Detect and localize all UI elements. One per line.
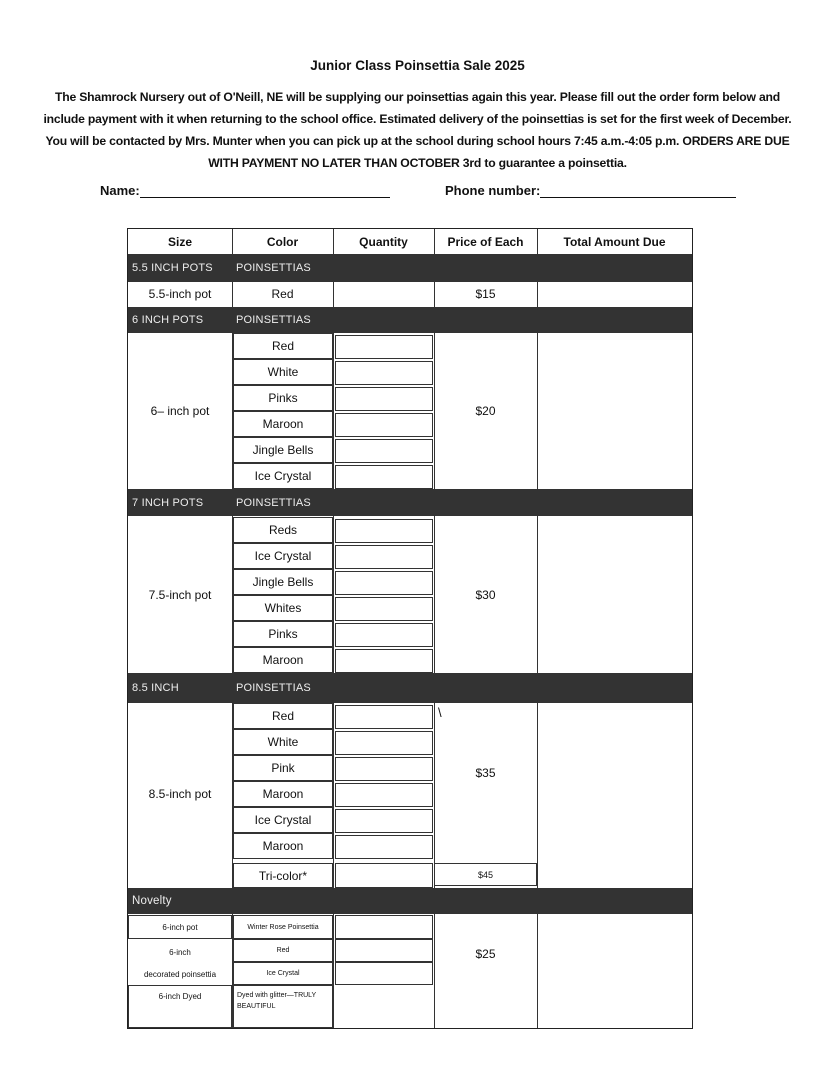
size-cell: 6-inch (169, 947, 191, 957)
quantity-input[interactable] (335, 545, 433, 569)
color-cell: Ice Crystal (233, 807, 333, 833)
section-band-novelty (128, 888, 692, 914)
quantity-input[interactable] (335, 597, 433, 621)
total-input[interactable] (537, 703, 692, 886)
quantity-input[interactable] (335, 519, 433, 543)
quantity-input[interactable] (335, 835, 433, 859)
price-cell: $25 (475, 947, 496, 961)
color-cell: Reds (233, 517, 333, 543)
quantity-input[interactable] (335, 939, 433, 962)
special-price-cell: $45 (434, 863, 537, 886)
total-input[interactable] (537, 333, 692, 489)
form-title: Junior Class Poinsettia Sale 2025 (310, 58, 525, 73)
band-size-label: 5.5 INCH POTS (132, 261, 213, 274)
quantity-input[interactable] (335, 705, 433, 729)
quantity-input[interactable] (335, 915, 433, 939)
color-cell: White (233, 729, 333, 755)
order-table (127, 228, 693, 1029)
grid-line (333, 229, 334, 1028)
header-color: Color (266, 234, 299, 249)
header-total: Total Amount Due (563, 234, 666, 249)
quantity-input[interactable] (335, 783, 433, 807)
band-size-label: 6 INCH POTS (132, 314, 204, 326)
quantity-input[interactable] (335, 757, 433, 781)
section-band-7 (128, 489, 692, 516)
color-cell: Red (233, 939, 333, 962)
header-quantity: Quantity (359, 234, 408, 249)
color-cell: Jingle Bells (233, 437, 333, 463)
size-cell: 6– inch pot (150, 404, 210, 418)
quantity-input[interactable] (335, 387, 433, 411)
quantity-input[interactable] (333, 985, 434, 1028)
quantity-input[interactable] (335, 335, 433, 359)
band-color-label: POINSETTIAS (236, 314, 311, 326)
color-cell: Pinks (233, 621, 333, 647)
quantity-input[interactable] (335, 571, 433, 595)
color-cell: Red (233, 333, 333, 359)
band-size-label: 7 INCH POTS (132, 496, 204, 509)
grid-line (537, 229, 538, 1028)
color-cell: Maroon (233, 411, 333, 437)
color-cell: Dyed with glitter—TRULY BEAUTIFUL (233, 985, 333, 1028)
quantity-input[interactable] (335, 731, 433, 755)
section-band-6 (128, 307, 692, 333)
total-input[interactable] (537, 516, 692, 673)
phone-line[interactable] (540, 185, 736, 198)
color-cell: Red (271, 287, 294, 301)
quantity-input[interactable] (335, 809, 433, 833)
size-cell: 6-inch Dyed (128, 985, 232, 1028)
color-cell: Pink (233, 755, 333, 781)
section-band-5-5 (128, 254, 692, 281)
size-cell: decorated poinsettia (143, 969, 217, 979)
color-cell: White (233, 359, 333, 385)
name-label: Name: (100, 183, 140, 198)
handwritten-mark: \ (438, 705, 442, 720)
quantity-input[interactable] (335, 863, 433, 888)
phone-label: Phone number: (445, 183, 541, 198)
quantity-input[interactable] (335, 465, 433, 489)
size-cell: 5.5-inch pot (148, 287, 212, 301)
size-cell: 6-inch pot (128, 915, 232, 939)
grid-line (128, 281, 692, 282)
color-cell: Ice Crystal (233, 962, 333, 985)
color-cell: Winter Rose Poinsettia (233, 915, 333, 939)
color-cell: Tri-color* (233, 863, 333, 888)
color-cell: Maroon (233, 647, 333, 673)
band-size-label: 8.5 INCH (132, 682, 179, 694)
grid-line (128, 254, 692, 255)
color-cell: Maroon (233, 833, 333, 859)
color-cell: Jingle Bells (233, 569, 333, 595)
size-cell: 7.5-inch pot (148, 587, 212, 602)
band-color-label: POINSETTIAS (236, 682, 311, 694)
price-cell: $15 (475, 287, 496, 301)
header-size: Size (167, 234, 192, 249)
color-cell: Ice Crystal (233, 543, 333, 569)
band-size-label: Novelty (132, 895, 172, 907)
grid-line (232, 229, 233, 1028)
color-cell: Ice Crystal (233, 463, 333, 489)
quantity-input[interactable] (335, 413, 433, 437)
total-input[interactable] (537, 281, 692, 307)
color-cell: Maroon (233, 781, 333, 807)
quantity-input[interactable] (335, 962, 433, 985)
quantity-input[interactable] (333, 281, 434, 307)
size-cell: 8.5-inch pot (148, 787, 212, 801)
price-cell: $35 (475, 766, 496, 780)
name-line[interactable] (140, 185, 390, 198)
phone-field[interactable] (445, 183, 736, 198)
price-cell: $20 (475, 404, 496, 418)
quantity-input[interactable] (335, 649, 433, 673)
header-price: Price of Each (447, 234, 524, 249)
band-color-label: POINSETTIAS (236, 261, 311, 274)
color-cell: Whites (233, 595, 333, 621)
name-field[interactable] (100, 183, 390, 198)
quantity-input[interactable] (335, 361, 433, 385)
grid-line (434, 229, 435, 1028)
color-cell: Red (233, 703, 333, 729)
quantity-input[interactable] (335, 439, 433, 463)
intro-paragraph: The Shamrock Nursery out of O'Neill, NE will be supplying our poinsettias again this year. Please fill out the order form below and include payment with it when returning to the school office. Estimated delivery of the poinsettias is set for the first week of December. You will be contacted by Mrs. Munter when you can pick up at the school during school hours 7:45 a.m.-4:05 p.m. ORDERS ARE DUE WITH PAYMENT NO LATER THAN OCTOBER 3rd to guarantee a poinsettia. (43, 90, 792, 170)
band-color-label: POINSETTIAS (236, 496, 311, 509)
price-cell: $30 (475, 587, 496, 602)
grid-line (128, 307, 692, 308)
total-input[interactable] (537, 914, 692, 1028)
quantity-input[interactable] (335, 623, 433, 647)
section-band-8-5 (128, 673, 692, 703)
color-cell: Pinks (233, 385, 333, 411)
